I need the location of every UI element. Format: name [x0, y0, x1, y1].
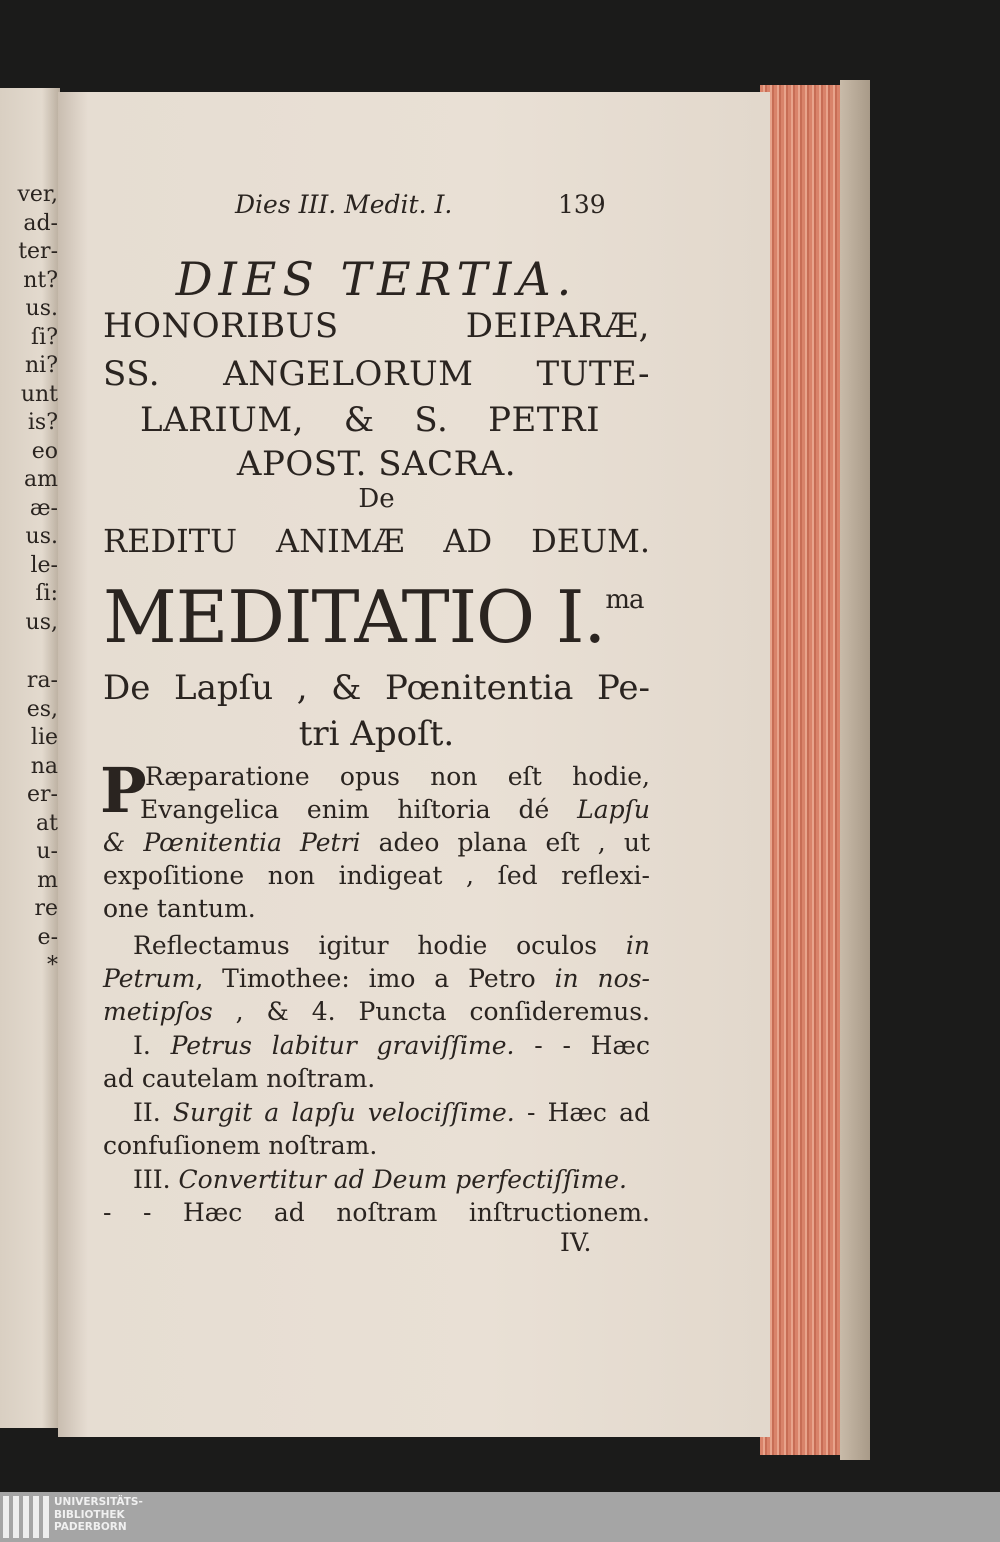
heading-de: De — [358, 484, 395, 514]
italic-phrase: Surgit a lapſu velociſſime. — [172, 1098, 515, 1127]
facing-page-fragment: m — [37, 867, 58, 893]
italic-phrase: Petrum — [103, 964, 196, 993]
facing-page-fragment: nt? — [23, 267, 58, 293]
facing-page-fragment: e- — [37, 924, 58, 950]
body-line — [103, 894, 650, 923]
body-line — [133, 1165, 650, 1194]
facing-page-fragment: at — [36, 810, 58, 836]
text-run: Evangelica enim hiſtoria dé — [140, 795, 578, 824]
text-run: I. — [133, 1031, 171, 1060]
body-line — [145, 762, 650, 791]
italic-phrase: in nos- — [554, 964, 650, 993]
italic-phrase: metipſos — [103, 997, 213, 1026]
facing-page-fragment: lie — [30, 725, 58, 750]
facing-page-left — [0, 88, 60, 1428]
facing-page-fragment: ſi: — [35, 581, 58, 606]
body-line — [103, 861, 650, 890]
dedication-line: APOST. SACRA. — [236, 444, 517, 484]
meditation-title — [103, 575, 650, 659]
body-line — [133, 1031, 650, 1060]
italic-phrase: in — [625, 931, 650, 960]
facing-page-fragment: ni? — [25, 353, 58, 378]
heading-subject: REDITU ANIMÆ AD DEUM. — [103, 522, 650, 560]
text-run: Reflectamus igitur hodie oculos — [133, 931, 626, 960]
italic-phrase: Lapſu — [577, 795, 650, 824]
facing-page-fragment: am — [24, 467, 58, 492]
library-logo-icon — [3, 1496, 49, 1538]
body-line — [103, 1064, 650, 1093]
facing-page-fragment: * — [47, 953, 58, 978]
dedication-line: SS. ANGELORUM TUTE- — [103, 354, 650, 394]
body-line — [103, 828, 650, 857]
text-run: Ræparatione opus non eſt hodie, — [145, 762, 650, 791]
facing-page-fragment: eo — [31, 438, 58, 464]
italic-phrase: & Pœnitentia Petri — [103, 828, 361, 857]
facing-page-fragment: æ- — [29, 495, 58, 521]
text-run: II. — [133, 1098, 173, 1127]
text-run: expoſitione non indigeat , ſed reflexi- — [103, 861, 650, 890]
facing-page-fragment: es, — [26, 696, 58, 722]
facing-page-fragment: re — [34, 896, 58, 921]
facing-page-fragment: ter- — [18, 239, 58, 264]
heading-day: DIES TERTIA. — [175, 252, 578, 306]
text-run: adeo plana eſt , ut — [360, 828, 650, 857]
footer-bar — [0, 1492, 1000, 1542]
text-run: III. — [133, 1165, 179, 1194]
page-number: 139 — [558, 190, 606, 219]
meditation-subtitle: tri Apoſt. — [298, 714, 455, 754]
facing-page-fragment: ſi? — [31, 324, 58, 350]
body-line — [103, 1198, 650, 1227]
logo-line: BIBLIOTHEK — [54, 1508, 125, 1521]
body-line — [133, 931, 650, 960]
catchword: IV. — [560, 1228, 592, 1257]
library-logo-text — [54, 1496, 143, 1534]
text-run: one tantum. — [103, 894, 256, 923]
facing-page-fragment: er- — [27, 782, 58, 807]
meditation-title-text: MEDITATIO I. — [103, 575, 606, 659]
text-run: - Hæc ad — [514, 1098, 650, 1127]
text-run: , Timothee: imo a Petro — [195, 964, 555, 993]
body-line — [103, 997, 650, 1026]
text-run: ad cautelam noſtram. — [103, 1064, 376, 1093]
facing-page-fragment: is? — [27, 410, 58, 435]
facing-page-fragment: ad- — [23, 210, 58, 236]
facing-page-fragment: us. — [25, 296, 58, 321]
facing-page-fragment: u- — [36, 839, 58, 864]
dedication-line: HONORIBUS DEIPARÆ, — [103, 306, 650, 346]
text-run: , & 4. Puncta conſideremus. — [212, 997, 650, 1026]
logo-line: UNIVERSITÄTS- — [54, 1496, 143, 1508]
body-line — [140, 795, 650, 824]
book-cover-edge — [840, 80, 870, 1460]
italic-phrase: Convertitur ad Deum perfectiſſime. — [178, 1165, 628, 1194]
meditation-subtitle: De Lapſu , & Pœnitentia Pe- — [103, 668, 650, 708]
facing-page-fragment: unt — [20, 381, 58, 407]
italic-phrase: Petrus labitur graviſſime. — [170, 1031, 515, 1060]
drop-cap: P — [100, 754, 147, 827]
running-header-title: Dies III. Medit. I. — [235, 190, 453, 219]
body-line — [133, 1098, 650, 1127]
facing-page-fragment: us, — [25, 609, 58, 635]
body-line — [103, 964, 650, 993]
text-run: - - Hæc — [514, 1031, 650, 1060]
body-line — [103, 1131, 650, 1160]
logo-line: PADERBORN — [54, 1521, 127, 1533]
dedication-line: LARIUM, & S. PETRI — [140, 400, 600, 440]
facing-page-fragment: le- — [30, 552, 58, 578]
facing-page-fragment: na — [30, 753, 58, 779]
facing-page-fragment: us. — [25, 524, 58, 549]
meditation-superscript: ma — [605, 585, 644, 615]
facing-page-fragment: ra- — [26, 668, 58, 693]
facing-page-fragment: ver, — [17, 182, 58, 207]
text-run: - - Hæc ad noſtram inſtructionem. — [103, 1198, 650, 1227]
text-run: confuſionem noſtram. — [103, 1131, 378, 1160]
